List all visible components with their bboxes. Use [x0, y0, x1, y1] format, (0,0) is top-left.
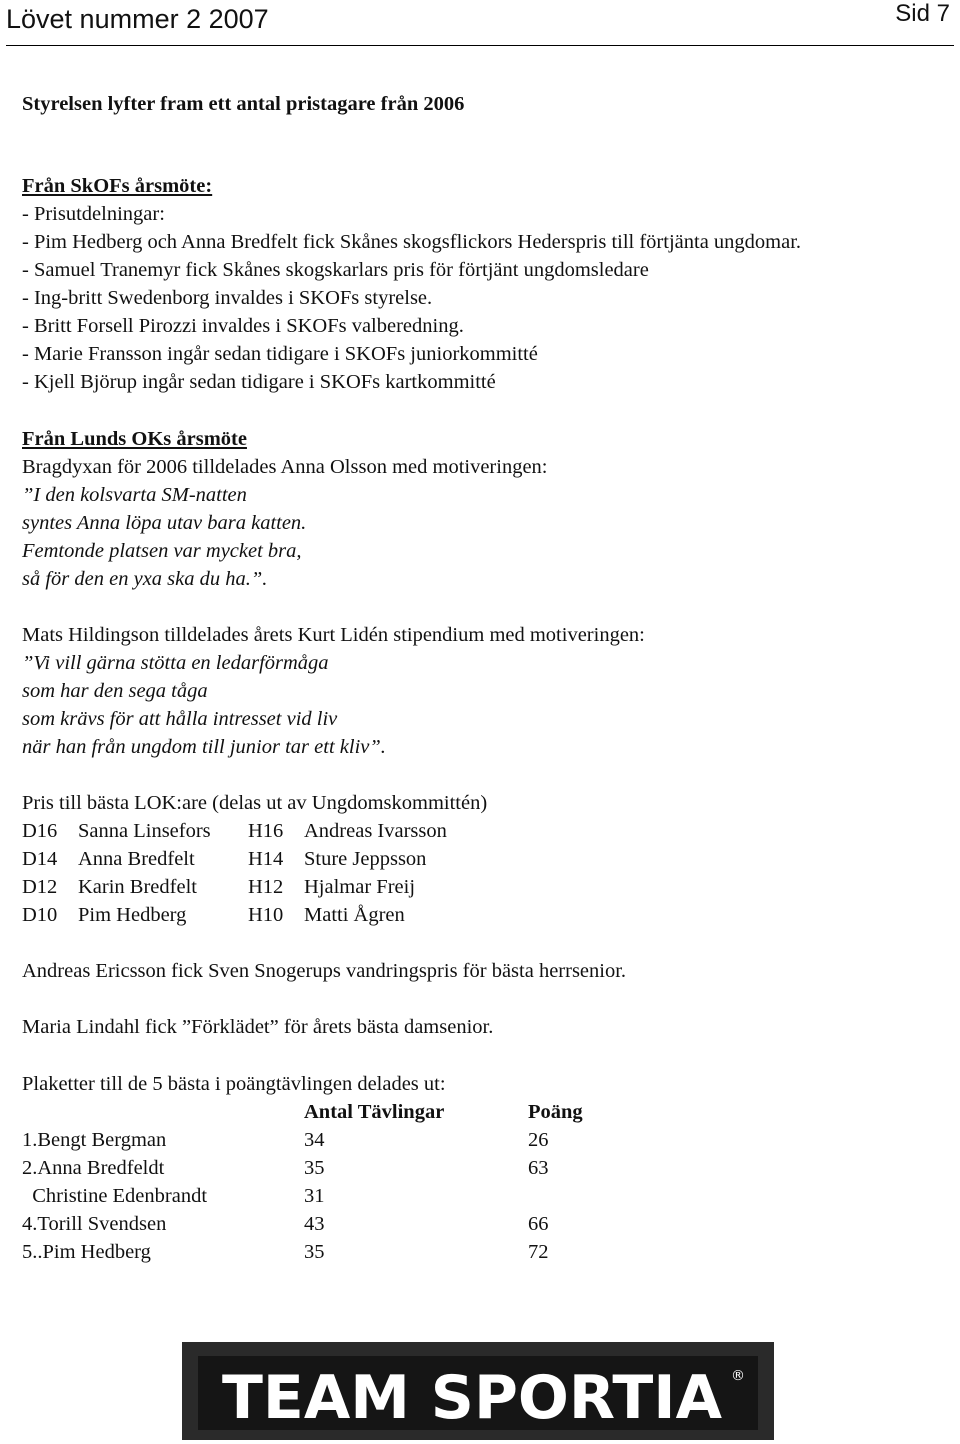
name-cell: Anna Bredfelt: [78, 848, 195, 870]
class-cell: H12: [248, 876, 284, 898]
plaketter-intro: Plaketter till de 5 bästa i poängtävlingen delades ut:: [22, 1073, 446, 1095]
name-cell: Pim Hedberg: [78, 904, 187, 926]
antal-cell: 31: [304, 1185, 325, 1207]
name-cell: Sture Jeppsson: [304, 848, 427, 870]
name-cell: Christine Edenbrandt: [22, 1185, 208, 1207]
antal-cell: 43: [304, 1213, 325, 1235]
skof-line: - Britt Forsell Pirozzi invaldes i SKOFs valberedning.: [22, 315, 464, 337]
logo-wordmark: [182, 1342, 774, 1440]
poem-line: ”I den kolsvarta SM-natten: [22, 484, 247, 506]
antal-cell: 35: [304, 1241, 325, 1263]
poem-line: Femtonde platsen var mycket bra,: [22, 540, 302, 562]
poem-line: när han från ungdom till junior tar ett kliv”.: [22, 736, 386, 758]
name-cell: Andreas Ivarsson: [304, 820, 447, 842]
damsenior-text: Maria Lindahl fick ”Förklädet” för årets bästa damsenior.: [22, 1016, 494, 1038]
skof-line: - Samuel Tranemyr fick Skånes skogskarlars pris för förtjänt ungdomsledare: [22, 259, 649, 281]
newsletter-title: Lövet nummer 2 2007: [6, 4, 269, 34]
name-cell: Sanna Linsefors: [78, 820, 211, 842]
class-cell: D14: [22, 848, 58, 870]
antal-cell: 35: [304, 1157, 325, 1179]
class-cell: D16: [22, 820, 58, 842]
name-cell: 1.Bengt Bergman: [22, 1129, 167, 1151]
poang-cell: 66: [528, 1213, 549, 1235]
poem-line: syntes Anna löpa utav bara katten.: [22, 512, 307, 534]
skof-line: - Ing-britt Swedenborg invaldes i SKOFs styrelse.: [22, 287, 433, 309]
poem-line: som krävs för att hålla intresset vid liv: [22, 708, 338, 730]
name-cell: Hjalmar Freij: [304, 876, 416, 898]
poang-cell: 72: [528, 1241, 549, 1263]
column-header-antal: Antal Tävlingar: [304, 1101, 445, 1123]
lok-title: Pris till bästa LOK:are (delas ut av Ungdomskommittén): [22, 792, 488, 814]
name-cell: 2.Anna Bredfeldt: [22, 1157, 165, 1179]
article-heading: Styrelsen lyfter fram ett antal pristagare från 2006: [22, 93, 465, 115]
name-cell: 5..Pim Hedberg: [22, 1241, 151, 1263]
class-cell: H10: [248, 904, 284, 926]
antal-cell: 34: [304, 1129, 325, 1151]
stipend-intro: Mats Hildingson tilldelades årets Kurt Lidén stipendium med motiveringen:: [22, 624, 645, 646]
skof-line: - Pim Hedberg och Anna Bredfelt fick Skånes skogsflickors Hederspris till förtjänta ungdomar.: [22, 231, 802, 253]
class-cell: H16: [248, 820, 284, 842]
logo-text: TEAM SPORTIA: [222, 1363, 723, 1433]
poang-cell: 26: [528, 1129, 549, 1151]
team-sportia-logo: [182, 1342, 774, 1440]
skof-line: - Prisutdelningar:: [22, 203, 165, 225]
lunds-section-title: Från Lunds OKs årsmöte: [22, 428, 247, 450]
bragdyxan-intro: Bragdyxan för 2006 tilldelades Anna Olsson med motiveringen:: [22, 456, 548, 478]
registered-mark: ®: [731, 1368, 745, 1384]
poang-cell: 63: [528, 1157, 549, 1179]
herrsenior-text: Andreas Ericsson fick Sven Snogerups vandringspris för bästa herrsenior.: [22, 960, 627, 982]
name-cell: Matti Ågren: [304, 904, 405, 926]
header-divider: [6, 45, 954, 46]
skof-line: - Kjell Björup ingår sedan tidigare i SKOFs kartkommitté: [22, 371, 496, 393]
poem-line: så för den en yxa ska du ha.”.: [22, 568, 268, 590]
skof-section-title: Från SkOFs årsmöte:: [22, 175, 213, 197]
page-number: Sid 7: [895, 0, 950, 27]
poem-line: som har den sega tåga: [22, 680, 208, 702]
name-cell: Karin Bredfelt: [78, 876, 197, 898]
class-cell: D10: [22, 904, 58, 926]
class-cell: H14: [248, 848, 284, 870]
class-cell: D12: [22, 876, 58, 898]
name-cell: 4.Torill Svendsen: [22, 1213, 167, 1235]
skof-line: - Marie Fransson ingår sedan tidigare i SKOFs juniorkommitté: [22, 343, 538, 365]
poem-line: ”Vi vill gärna stötta en ledarförmåga: [22, 652, 329, 674]
column-header-poang: Poäng: [528, 1101, 583, 1123]
